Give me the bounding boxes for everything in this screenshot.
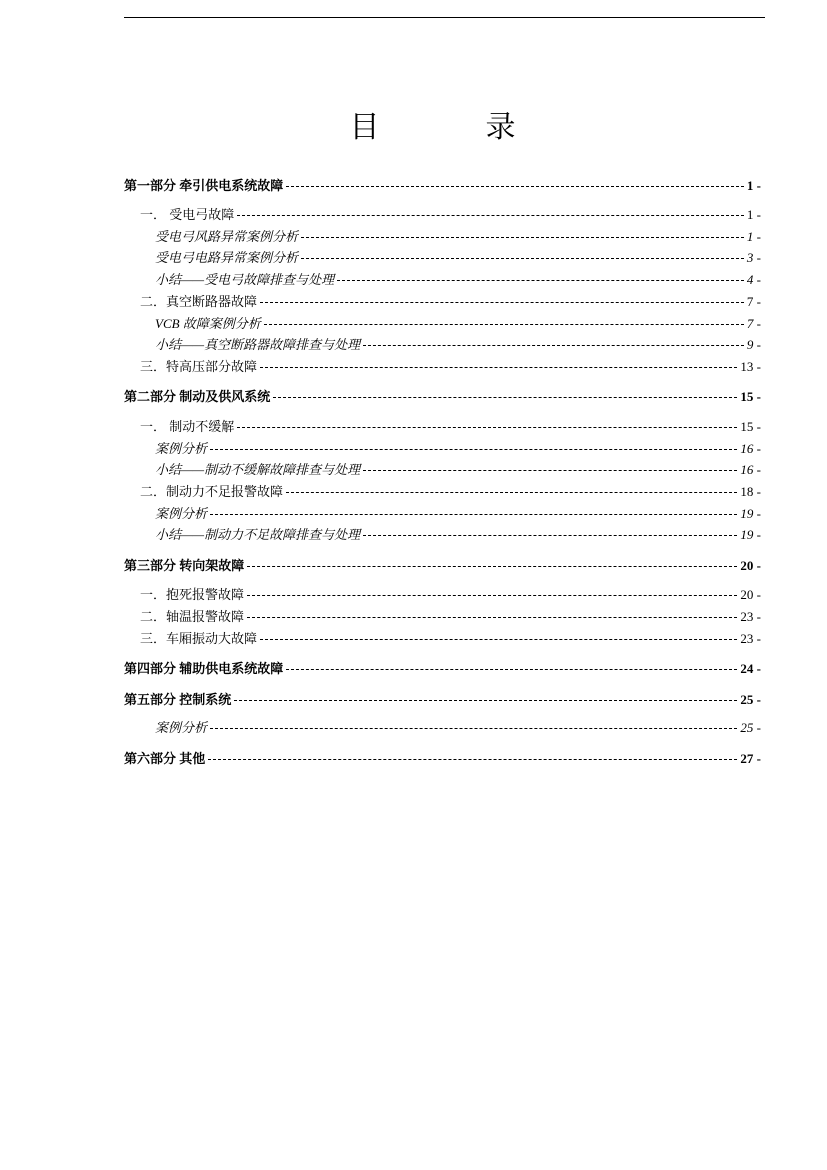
dot-leader <box>363 345 744 346</box>
dot-leader <box>273 397 737 398</box>
dot-leader <box>286 186 744 187</box>
page-title: 目 录 <box>349 111 554 144</box>
toc-entry-page: 15 - <box>740 389 761 404</box>
toc-entry[interactable] <box>124 178 761 194</box>
dot-leader <box>208 759 737 760</box>
toc-entry-label: 第五部分 控制系统 <box>124 692 232 707</box>
toc-entry[interactable] <box>124 229 761 245</box>
toc-entry-label: 小结——真空断路器故障排查与处理 <box>155 337 361 352</box>
dot-leader <box>337 280 744 281</box>
toc-entry[interactable] <box>124 558 761 574</box>
toc-entry-label: 第二部分 制动及供风系统 <box>124 389 271 404</box>
toc-entry-label: 小结——制动不缓解故障排查与处理 <box>155 462 361 477</box>
toc-entry-label: 案例分析 <box>155 720 208 735</box>
toc-entry-page: 25 - <box>740 720 761 735</box>
toc-entry-page: 23 - <box>740 609 761 624</box>
toc-entry-page: 7 - <box>746 294 761 309</box>
toc-entry-label: 小结——受电弓故障排查与处理 <box>155 272 335 287</box>
toc-entry[interactable] <box>124 316 761 332</box>
dot-leader <box>210 449 737 450</box>
toc-entry-page: 20 - <box>740 558 761 573</box>
toc-entry-label: 第一部分 牵引供电系统故障 <box>124 178 284 193</box>
toc-entry-label: 案例分析 <box>155 506 208 521</box>
dot-leader <box>260 639 737 640</box>
toc-entry-page: 13 - <box>740 359 761 374</box>
dot-leader <box>210 514 737 515</box>
toc-entry-page: 20 - <box>740 587 761 602</box>
toc-entry-page: 7 - <box>746 316 761 331</box>
dot-leader <box>363 535 737 536</box>
dot-leader <box>260 367 737 368</box>
dot-leader <box>210 728 737 729</box>
toc-entry-label: 二．轴温报警故障 <box>140 609 245 624</box>
dot-leader <box>237 215 744 216</box>
toc-entry[interactable] <box>124 337 761 353</box>
dot-leader <box>301 258 744 259</box>
toc-entry[interactable] <box>124 751 761 767</box>
toc-entry-page: 24 - <box>740 661 761 676</box>
dot-leader <box>286 492 737 493</box>
toc-entry[interactable] <box>124 631 761 647</box>
toc-entry-label: 第六部分 其他 <box>124 751 206 766</box>
toc-entry[interactable] <box>124 527 761 543</box>
toc-entry-label: 第四部分 辅助供电系统故障 <box>124 661 284 676</box>
toc-entry-page: 3 - <box>746 250 761 265</box>
toc-entry-page: 18 - <box>740 484 761 499</box>
header-rule <box>124 17 765 18</box>
toc-entry-page: 25 - <box>740 692 761 707</box>
toc-entry[interactable] <box>124 294 761 310</box>
toc-entry-label: 第三部分 转向架故障 <box>124 558 245 573</box>
toc-entry-page: 9 - <box>746 337 761 352</box>
dot-leader <box>234 700 737 701</box>
dot-leader <box>237 427 737 428</box>
toc-entry-label: 一． 制动不缓解 <box>140 419 235 434</box>
toc-entry[interactable] <box>124 506 761 522</box>
toc-entry-label: 二．制动力不足报警故障 <box>140 484 284 499</box>
toc-entry[interactable] <box>124 609 761 625</box>
toc-entry[interactable] <box>124 207 761 223</box>
toc-entry-label: 一．抱死报警故障 <box>140 587 245 602</box>
toc-entry[interactable] <box>124 250 761 266</box>
toc-entry[interactable] <box>124 720 761 736</box>
dot-leader <box>260 302 744 303</box>
toc-entry-label: 一． 受电弓故障 <box>140 207 235 222</box>
dot-leader <box>301 237 744 238</box>
toc-entry[interactable] <box>124 441 761 457</box>
toc-entry-page: 19 - <box>740 506 761 521</box>
toc-entry-page: 23 - <box>740 631 761 646</box>
toc-entry-label: 案例分析 <box>155 441 208 456</box>
toc-entry[interactable] <box>124 389 761 405</box>
toc-entry[interactable] <box>124 359 761 375</box>
toc-entry[interactable] <box>124 692 761 708</box>
toc-entry-page: 16 - <box>740 462 761 477</box>
dot-leader <box>247 617 737 618</box>
toc-entry-page: 4 - <box>746 272 761 287</box>
toc-entry[interactable] <box>124 462 761 478</box>
toc-entry-label: 小结——制动力不足故障排查与处理 <box>155 527 361 542</box>
toc-entry-label: 三．车厢振动大故障 <box>140 631 258 646</box>
toc-entry-label: 受电弓风路异常案例分析 <box>155 229 299 244</box>
toc-entry-page: 16 - <box>740 441 761 456</box>
toc-entry[interactable] <box>124 587 761 603</box>
toc-entry[interactable] <box>124 419 761 435</box>
toc-entry-page: 1 - <box>746 207 761 222</box>
toc-entry-label: VCB 故障案例分析 <box>155 316 261 331</box>
toc-entry-page: 27 - <box>740 751 761 766</box>
dot-leader <box>363 470 737 471</box>
toc-entry[interactable] <box>124 661 761 677</box>
toc-entry[interactable] <box>124 484 761 500</box>
toc-entry-label: 三．特高压部分故障 <box>140 359 258 374</box>
dot-leader <box>264 324 744 325</box>
toc-entry-label: 二．真空断路器故障 <box>140 294 258 309</box>
toc-entry-page: 1 - <box>746 229 761 244</box>
dot-leader <box>247 566 737 567</box>
dot-leader <box>286 669 737 670</box>
toc-entry-label: 受电弓电路异常案例分析 <box>155 250 299 265</box>
toc-entry[interactable] <box>124 272 761 288</box>
toc-entry-page: 19 - <box>740 527 761 542</box>
toc-entry-page: 1 - <box>746 178 761 193</box>
dot-leader <box>247 595 737 596</box>
toc-entry-page: 15 - <box>740 419 761 434</box>
